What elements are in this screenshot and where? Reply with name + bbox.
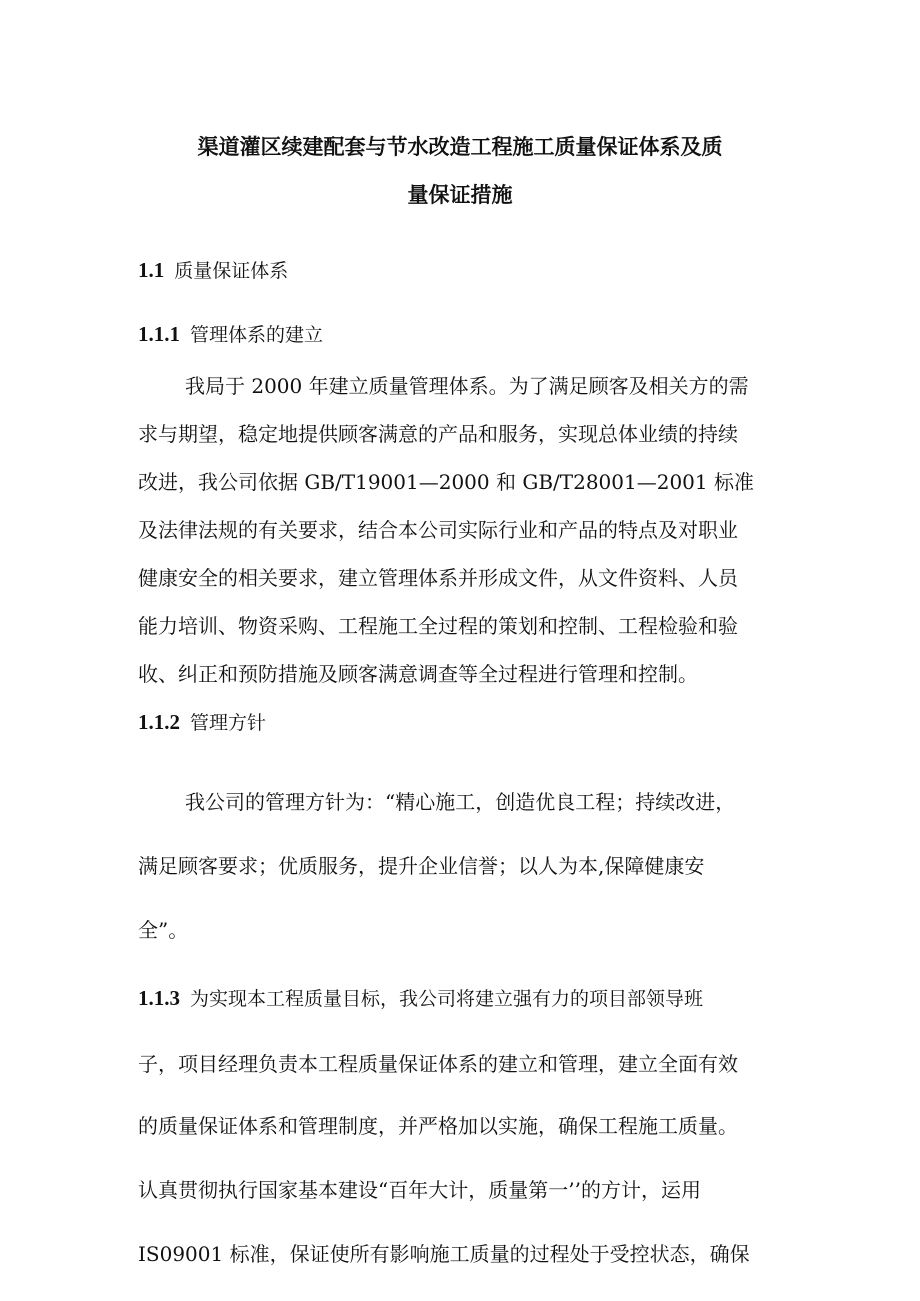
- paragraph-line: 子，项目经理负责本工程质量保证体系的建立和管理，建立全面有效: [138, 1052, 738, 1076]
- paragraph-line: 健康安全的相关要求，建立管理体系并形成文件，从文件资料、人员: [138, 566, 738, 590]
- paragraph-line: IS09001 标准，保证使所有影响施工质量的过程处于受控状态，确保: [138, 1242, 750, 1266]
- paragraph-line: 改进，我公司依据 GB/T19001—2000 和 GB/T28001—2001 标准: [138, 470, 754, 494]
- section-heading-1-1-3: [138, 984, 703, 1011]
- section-number: 1.1.3: [138, 986, 180, 1010]
- section-number: 1.1.1: [138, 322, 180, 346]
- paragraph-line: 能力培训、物资采购、工程施工全过程的策划和控制、工程检验和验: [138, 614, 738, 638]
- section-heading-1-1: [138, 256, 288, 283]
- section-number: 1.1.2: [138, 710, 180, 734]
- section-title: 质量保证体系: [174, 260, 289, 282]
- paragraph-line: 求与期望，稳定地提供顾客满意的产品和服务，实现总体业绩的持续: [138, 422, 738, 446]
- section-heading-1-1-2: [138, 708, 266, 735]
- paragraph-line: 认真贯彻执行国家基本建设“百年大计，质量第一’’的方计，运用: [138, 1178, 701, 1202]
- paragraph-line: 收、纠正和预防措施及顾客满意调查等全过程进行管理和控制。: [138, 662, 698, 686]
- section-title: 管理方针: [190, 712, 267, 734]
- paragraph-line: 满足顾客要求；优质服务，提升企业信誉；以人为本,保障健康安: [138, 854, 705, 878]
- section-heading-1-1-1: [138, 320, 323, 347]
- section-number: 1.1: [138, 258, 165, 282]
- section-title: 为实现本工程质量目标，我公司将建立强有力的项目部领导班: [190, 988, 704, 1010]
- document-title-line-1: 渠道灌区续建配套与节水改造工程施工质量保证体系及质: [197, 135, 723, 159]
- paragraph-line: 我局于 2000 年建立质量管理体系。为了满足顾客及相关方的需: [185, 374, 749, 398]
- section-title: 管理体系的建立: [190, 324, 324, 346]
- paragraph-line: 全”。: [138, 918, 189, 942]
- paragraph-line: 的质量保证体系和管理制度，并严格加以实施，确保工程施工质量。: [138, 1114, 738, 1138]
- paragraph-line: 我公司的管理方针为：“精心施工，创造优良工程；持续改进，: [185, 790, 736, 814]
- document-title-line-2: 量保证措施: [407, 183, 513, 207]
- paragraph-line: 及法律法规的有关要求，结合本公司实际行业和产品的特点及对职业: [138, 518, 738, 542]
